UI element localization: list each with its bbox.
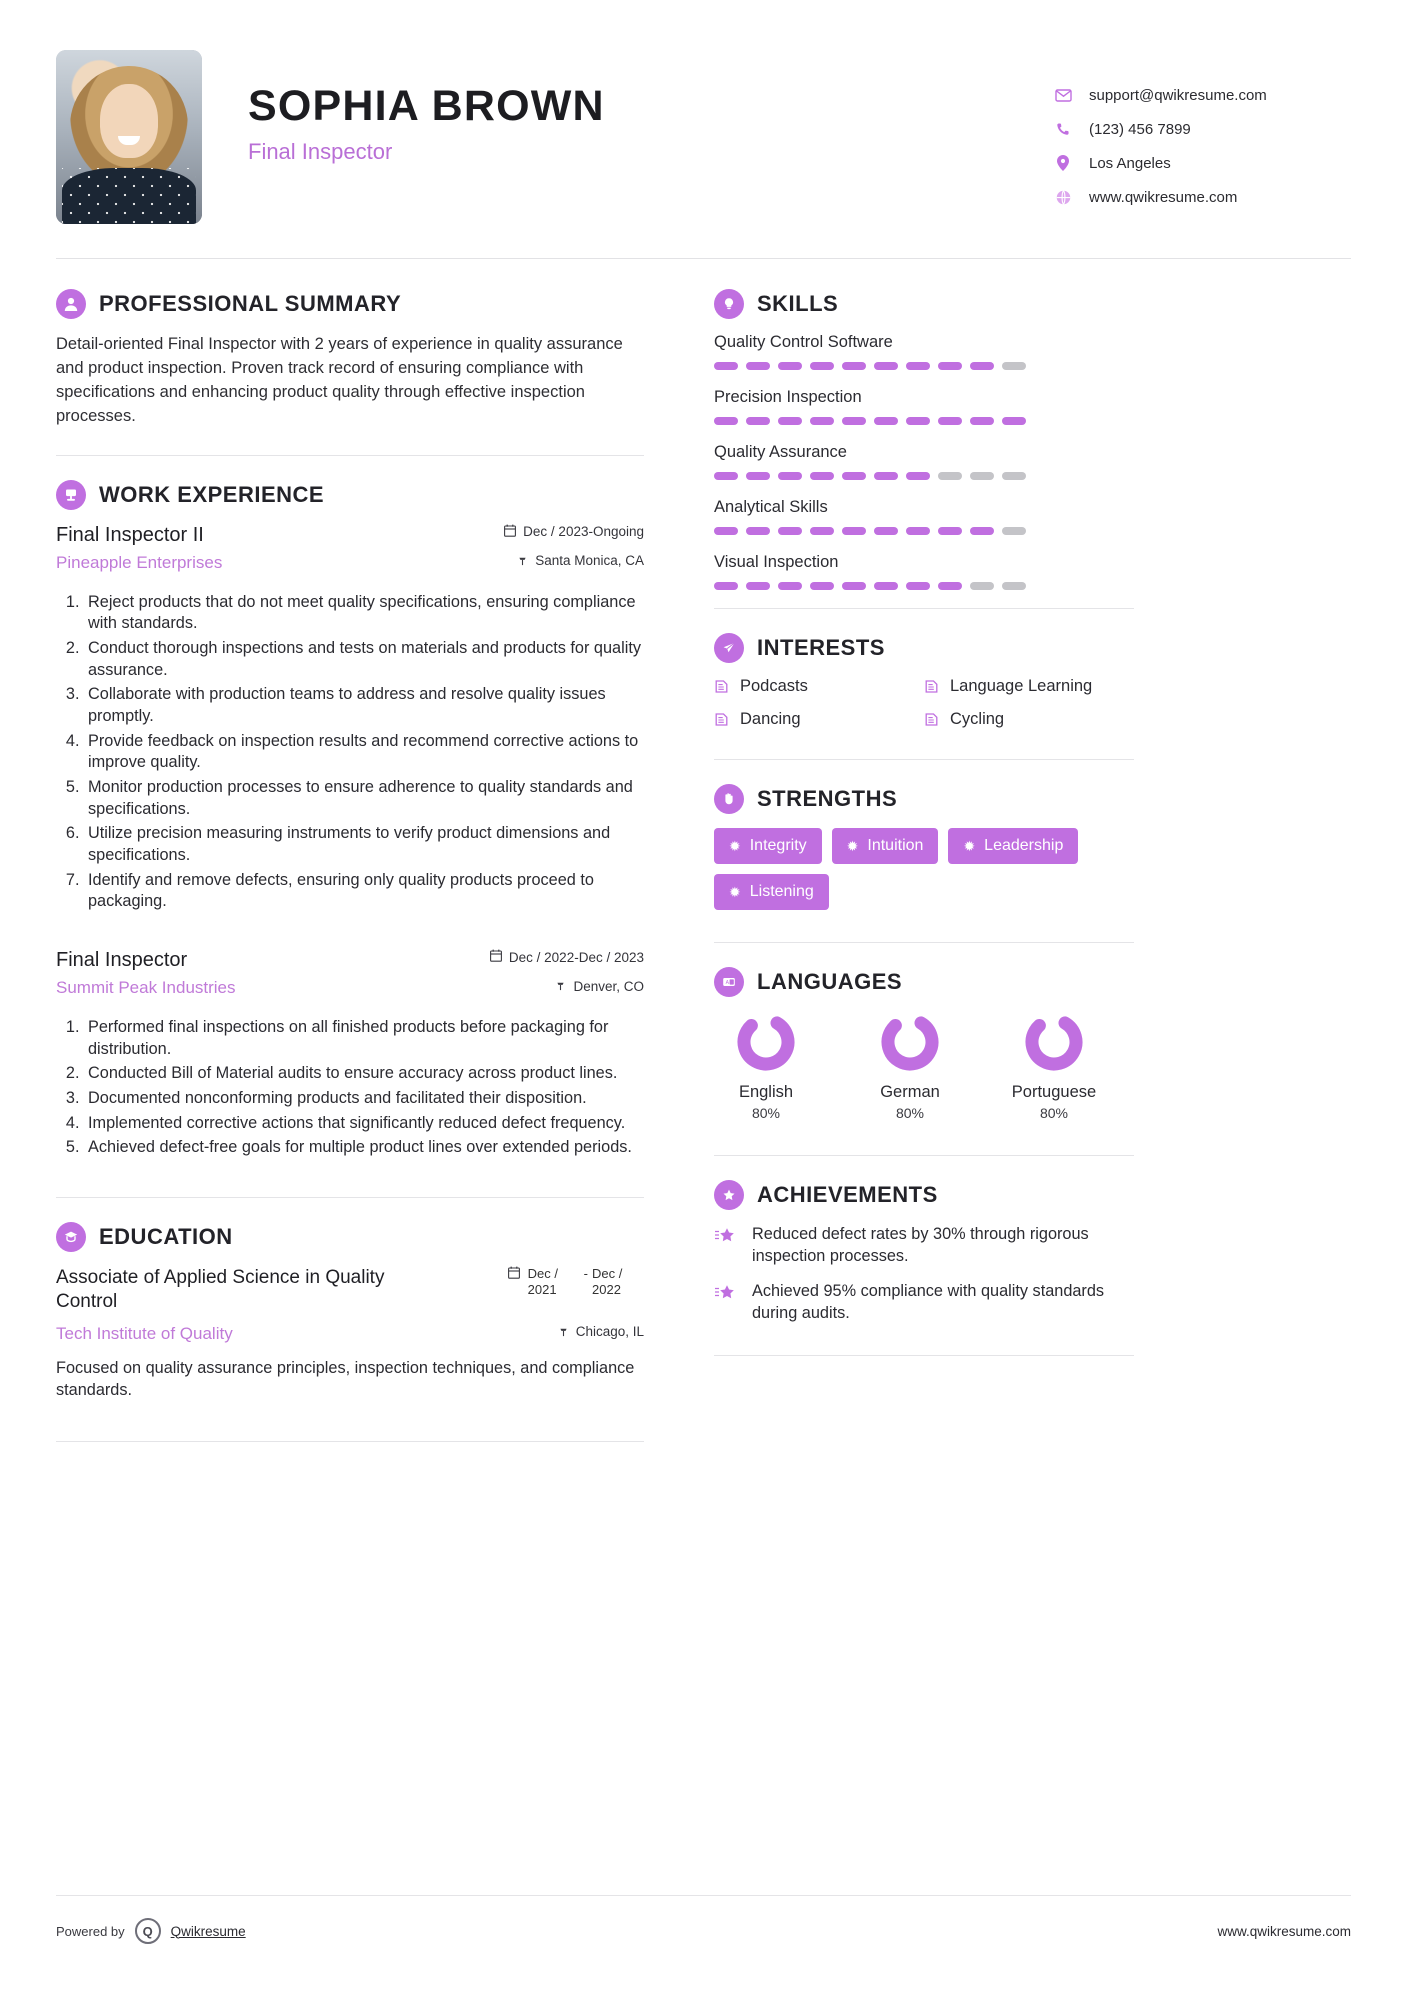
skill-dash (810, 527, 834, 535)
skill-dash (906, 527, 930, 535)
resume-body (56, 259, 1351, 1466)
skill-dash (874, 582, 898, 590)
section-title-interests: INTERESTS (757, 635, 885, 660)
job-bullet: 2. Conduct thorough inspections and tests on materials and products for quality assurance. (84, 638, 644, 681)
contact-item-website[interactable] (1051, 188, 1351, 206)
section-title-strengths: STRENGTHS (757, 786, 898, 811)
education-dates: Dec / 2021 - Dec / 2022 (508, 1266, 644, 1299)
education-location-meta (558, 1324, 644, 1340)
job-location-row (517, 553, 644, 569)
language-item (714, 1011, 818, 1121)
education-entry (56, 1266, 644, 1401)
skill-dash (746, 527, 770, 535)
education-location: Chicago, IL (575, 1324, 644, 1340)
language-donut (735, 1011, 797, 1073)
contact-email-text: support@qwikresume.com (1089, 86, 1267, 104)
skill-dash (1002, 417, 1026, 425)
skill-dash (1002, 362, 1026, 370)
interest-item (714, 710, 924, 729)
resume-footer (56, 1895, 1351, 1944)
skill-dash (906, 582, 930, 590)
skill-dash (746, 362, 770, 370)
languages-list (714, 1011, 1134, 1121)
right-divider-3 (714, 942, 1134, 943)
calendar-icon (508, 1266, 520, 1282)
right-column (714, 259, 1134, 1466)
language-name: German (880, 1083, 940, 1101)
job-company: Summit Peak Industries (56, 978, 236, 998)
job-bullet: 7. Identify and remove defects, ensuring only quality products proceed to packaging. (84, 870, 644, 913)
education-date-from: Dec / 2021 (527, 1266, 558, 1298)
section-title-summary: PROFESSIONAL SUMMARY (99, 291, 402, 316)
skill-dash (778, 362, 802, 370)
strengths-list (714, 828, 1134, 910)
interest-item (714, 677, 924, 696)
section-header-education (56, 1222, 644, 1252)
strength-chip (714, 874, 829, 910)
name-block (248, 50, 1051, 165)
skill-rating (714, 362, 1134, 370)
skill-rating (714, 582, 1134, 590)
strength-label: Intuition (867, 837, 924, 854)
job-location: Denver, CO (573, 978, 644, 994)
sparkle-icon: ✹ (729, 838, 741, 854)
profile-photo (56, 50, 202, 224)
section-header-strengths (714, 784, 1134, 814)
skill-dash (714, 417, 738, 425)
strength-chip (948, 828, 1078, 864)
skill-dash (938, 417, 962, 425)
skill-dash (842, 527, 866, 535)
skill-item (714, 443, 1134, 480)
achievement-item (714, 1224, 1134, 1267)
location-pin-icon (1051, 154, 1075, 172)
skill-item (714, 333, 1134, 370)
book-icon (714, 712, 729, 727)
interest-label: Podcasts (740, 677, 808, 695)
skill-dash (874, 527, 898, 535)
contact-location-text: Los Angeles (1089, 154, 1171, 172)
skill-dash (938, 582, 962, 590)
map-pin-icon (555, 978, 566, 994)
strength-chip (832, 828, 939, 864)
right-divider-5 (714, 1355, 1134, 1356)
job-bullet: 1. Performed final inspections on all finished products before packaging for distribution. (84, 1017, 644, 1060)
user-circle-icon (56, 289, 86, 319)
skill-dash (874, 472, 898, 480)
experience-entry (56, 949, 644, 1159)
section-header-summary (56, 289, 644, 319)
lightbulb-circle-icon (714, 289, 744, 319)
skill-name: Visual Inspection (714, 553, 839, 571)
powered-by-label: Powered by (56, 1923, 125, 1939)
skill-dash (810, 362, 834, 370)
skill-dash (842, 582, 866, 590)
contact-item-phone[interactable] (1051, 120, 1351, 138)
candidate-role: Final Inspector (248, 139, 393, 164)
job-bullet: 1. Reject products that do not meet quality specifications, ensuring compliance with standards. (84, 592, 644, 635)
language-percent: 80% (1039, 1105, 1069, 1121)
left-divider-2 (56, 1197, 644, 1198)
star-circle-icon (714, 1180, 744, 1210)
job-bullet-list (84, 1017, 644, 1159)
interest-label: Language Learning (950, 677, 1093, 695)
skill-name: Quality Control Software (714, 333, 893, 351)
skill-name: Analytical Skills (714, 498, 828, 516)
skill-dash (746, 417, 770, 425)
svg-text:A: A (725, 980, 729, 986)
language-name: English (738, 1083, 794, 1101)
star-badge-icon (714, 1281, 740, 1324)
skill-item (714, 553, 1134, 590)
skill-dash (842, 417, 866, 425)
section-title-experience: WORK EXPERIENCE (99, 481, 325, 507)
qwikresume-brand-link[interactable]: Qwikresume (170, 1923, 246, 1939)
interest-label: Dancing (740, 710, 801, 728)
language-item (858, 1011, 962, 1121)
skill-dash (778, 472, 802, 480)
job-dates-row (504, 524, 644, 540)
interest-item (924, 677, 1134, 696)
skill-dash (938, 472, 962, 480)
achievement-item (714, 1281, 1134, 1324)
contact-website-text: www.qwikresume.com (1089, 188, 1238, 206)
job-bullet: 4. Provide feedback on inspection results and recommend corrective actions to improve quality. (84, 731, 644, 774)
skill-dash (1002, 527, 1026, 535)
job-location-meta (555, 978, 644, 1003)
section-header-experience (56, 480, 644, 510)
left-divider-1 (56, 455, 644, 456)
section-header-skills (714, 289, 1134, 319)
contact-item-email[interactable] (1051, 86, 1351, 104)
achievement-text: Achieved 95% compliance with quality standards during audits. (752, 1282, 1105, 1323)
job-title: Final Inspector (56, 949, 188, 972)
graduation-circle-icon (56, 1222, 86, 1252)
interests-list (714, 677, 1134, 729)
job-title: Final Inspector II (56, 523, 204, 546)
job-location-row (555, 978, 644, 994)
skill-dash (906, 472, 930, 480)
powered-by-block (56, 1918, 246, 1944)
skill-dash (810, 472, 834, 480)
skill-rating (714, 417, 1134, 425)
job-bullet: 6. Utilize precision measuring instruments to verify product dimensions and specifications. (84, 823, 644, 866)
left-column (56, 259, 676, 1466)
skill-item (714, 388, 1134, 425)
briefcase-circle-icon (56, 480, 86, 510)
envelope-icon (1051, 86, 1075, 104)
skills-list (714, 333, 1134, 590)
job-bullet: 3. Collaborate with production teams to address and resolve quality issues promptly. (84, 684, 644, 727)
job-bullet: 4. Implemented corrective actions that significantly reduced defect frequency. (84, 1113, 644, 1135)
skill-dash (938, 362, 962, 370)
skill-dash (874, 362, 898, 370)
star-badge-icon (714, 1224, 740, 1267)
candidate-name: SOPHIA BROWN (248, 82, 605, 130)
skill-dash (842, 472, 866, 480)
section-header-achievements (714, 1180, 1134, 1210)
strength-label: Integrity (749, 837, 807, 854)
sparkle-icon: ✹ (846, 838, 859, 854)
language-name: Portuguese (1011, 1083, 1097, 1101)
skill-dash (938, 527, 962, 535)
section-title-languages: LANGUAGES (757, 969, 903, 994)
language-percent: 80% (751, 1105, 781, 1121)
education-degree: Associate of Applied Science in Quality Control (56, 1267, 385, 1312)
skill-dash (970, 472, 994, 480)
job-location: Santa Monica, CA (535, 553, 644, 569)
skill-dash (746, 582, 770, 590)
strength-label: Leadership (984, 837, 1064, 854)
skill-dash (906, 362, 930, 370)
job-dates: Dec / 2023-Ongoing (523, 524, 644, 540)
calendar-icon (490, 949, 502, 965)
sparkle-icon: ✹ (963, 838, 976, 854)
interest-label: Cycling (950, 710, 1005, 728)
job-meta (490, 949, 644, 974)
job-bullet: 2. Conducted Bill of Material audits to ensure accuracy across product lines. (84, 1063, 644, 1085)
job-meta (504, 524, 644, 549)
interest-item (924, 710, 1134, 729)
education-date-to: Dec / 2022 (592, 1266, 623, 1298)
book-icon (924, 679, 939, 694)
summary-text: Detail-oriented Final Inspector with 2 years of experience in quality assurance and product inspection. Proven track record of ensuring compliance with specifications and enhancing product quality through effective inspection processes. (56, 335, 623, 425)
skill-dash (874, 417, 898, 425)
skill-dash (778, 582, 802, 590)
right-divider-4 (714, 1155, 1134, 1156)
contact-phone-text: (123) 456 7899 (1089, 120, 1191, 138)
skill-dash (714, 362, 738, 370)
education-description: Focused on quality assurance principles, inspection techniques, and compliance standards. (56, 1358, 635, 1399)
skill-dash (970, 362, 994, 370)
achievement-text: Reduced defect rates by 30% through rigorous inspection processes. (752, 1225, 1089, 1265)
language-donut (1023, 1011, 1085, 1073)
job-company: Pineapple Enterprises (56, 552, 223, 572)
qwikresume-logo-icon: Q (135, 1918, 161, 1944)
skill-dash (714, 582, 738, 590)
footer-url[interactable]: www.qwikresume.com (1217, 1923, 1351, 1939)
skill-dash (970, 582, 994, 590)
calendar-icon (504, 524, 516, 540)
paper-plane-circle-icon (714, 633, 744, 663)
skill-dash (842, 362, 866, 370)
skill-item (714, 498, 1134, 535)
strength-label: Listening (749, 883, 814, 900)
section-header-interests (714, 633, 1134, 663)
skill-dash (906, 417, 930, 425)
job-bullet: 3. Documented nonconforming products and facilitated their disposition. (84, 1088, 644, 1110)
right-divider-1 (714, 608, 1134, 609)
skill-dash (778, 417, 802, 425)
section-header-languages (714, 967, 1134, 997)
section-title-achievements: ACHIEVEMENTS (757, 1182, 938, 1207)
language-item (1002, 1011, 1106, 1121)
hand-circle-icon (714, 784, 744, 814)
skill-rating (714, 472, 1134, 480)
skill-dash (1002, 472, 1026, 480)
translate-circle-icon (714, 967, 744, 997)
skill-name: Quality Assurance (714, 443, 847, 461)
contact-item-location[interactable] (1051, 154, 1351, 172)
resume-header (56, 0, 1351, 224)
experience-entry (56, 524, 644, 913)
language-percent: 80% (895, 1105, 925, 1121)
job-dates-row (490, 949, 644, 965)
skill-dash (746, 472, 770, 480)
map-pin-icon (517, 553, 528, 569)
skill-dash (714, 472, 738, 480)
skill-dash (970, 527, 994, 535)
job-bullet: 5. Monitor production processes to ensure adherence to quality standards and specifications. (84, 777, 644, 820)
skill-dash (714, 527, 738, 535)
phone-icon (1051, 120, 1075, 138)
strength-chip (714, 828, 822, 864)
globe-icon (1051, 188, 1075, 206)
job-bullet: 5. Achieved defect-free goals for multiple product lines over extended periods. (84, 1137, 644, 1159)
sparkle-icon: ✹ (729, 884, 741, 900)
footer-divider (56, 1895, 1351, 1896)
book-icon (924, 712, 939, 727)
skill-dash (810, 582, 834, 590)
skill-dash (970, 417, 994, 425)
skill-dash (810, 417, 834, 425)
education-school: Tech Institute of Quality (56, 1323, 233, 1343)
job-location-meta (517, 553, 644, 578)
right-divider-2 (714, 759, 1134, 760)
education-location-row (558, 1324, 644, 1340)
section-title-skills: SKILLS (757, 291, 839, 316)
achievements-list (714, 1224, 1134, 1325)
section-title-education: EDUCATION (99, 1224, 233, 1250)
left-divider-3 (56, 1441, 644, 1442)
skill-rating (714, 527, 1134, 535)
map-pin-icon (558, 1324, 569, 1340)
skill-name: Precision Inspection (714, 388, 862, 406)
job-dates: Dec / 2022-Dec / 2023 (508, 949, 644, 965)
contact-list (1051, 50, 1351, 222)
skill-dash (778, 527, 802, 535)
job-bullet-list (84, 592, 644, 913)
book-icon (714, 679, 729, 694)
skill-dash (1002, 582, 1026, 590)
language-donut (879, 1011, 941, 1073)
